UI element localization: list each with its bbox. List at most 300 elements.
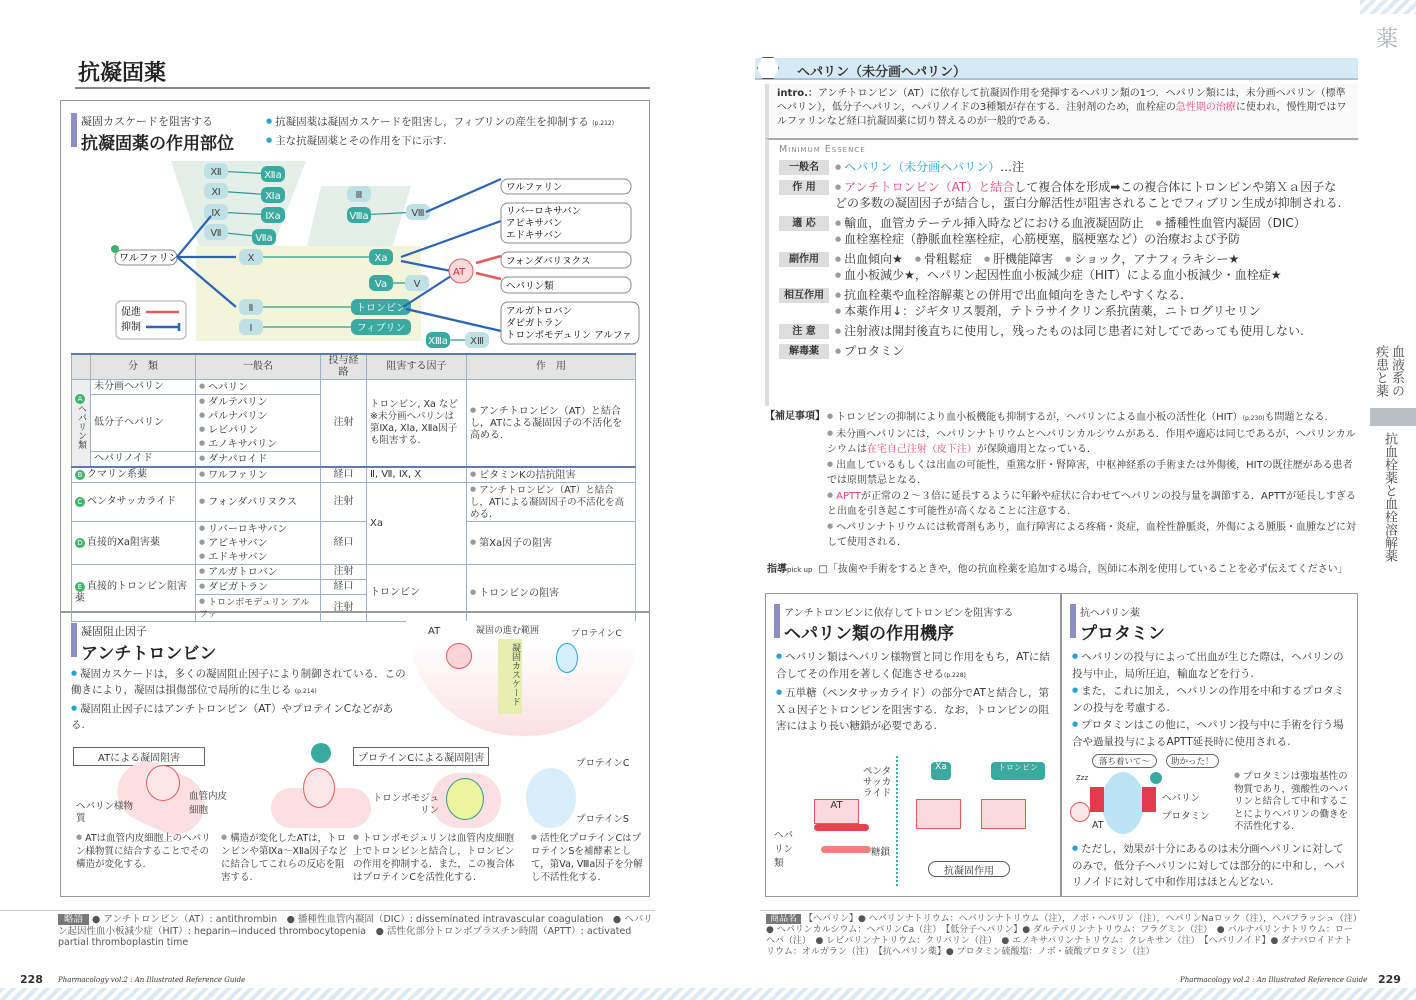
at-xa-complex bbox=[916, 799, 961, 829]
text-right-essence-caution-text: 注射液は開封後直ちに使用し，残ったものは同じ患者に対してであっても使用しない. bbox=[844, 324, 1304, 338]
layout-element bbox=[835, 252, 903, 266]
text-left-table-group_A-route: 注射 bbox=[321, 380, 367, 468]
text-right-guidance-label: 指導 bbox=[767, 564, 787, 575]
text-right-protamine-l_at: AT bbox=[1092, 820, 1104, 831]
text-left-table-group_E-label: 直接的トロンビン阻害薬 bbox=[75, 581, 187, 604]
text-left-table-group_A-rows-1-names-0: ダルテパリン bbox=[208, 397, 268, 408]
layout-element bbox=[1072, 716, 1352, 750]
legend-promote: 促進 bbox=[121, 307, 141, 318]
at-changed-character bbox=[303, 768, 335, 808]
protein-c-character bbox=[526, 768, 576, 828]
text-left-section2-panel_at-label_vessel: 血管内皮細胞 bbox=[189, 791, 228, 816]
section-kicker: 凝固カスケードを阻害する bbox=[81, 115, 213, 128]
text-left-section1-ref1: (p.212) bbox=[592, 120, 615, 127]
layout-element bbox=[984, 252, 1053, 266]
text-right-protamine-title: プロタミン bbox=[1080, 624, 1165, 644]
layout-element bbox=[835, 179, 1348, 211]
factor-label-fibrin: フィブリン bbox=[356, 323, 406, 334]
text-left-table-group_A-rows-1-cat: 低分子ヘパリン bbox=[91, 395, 196, 452]
drug-heparins: ヘパリン類 bbox=[506, 281, 554, 292]
text-right-protamine-b4: ただし，効果が十分にあるのは未分画ヘパリンに対してのみで，低分子ヘパリンに対しては部分的に中和し，ヘパリノイドに対して中和作用はほとんどない. bbox=[1072, 843, 1345, 888]
factor-label-VIII: Ⅷ bbox=[411, 208, 425, 219]
layout-element bbox=[835, 215, 1306, 247]
text-right-essence-adverse-items-2: 肝機能障害 bbox=[993, 252, 1054, 266]
at-thrombin-complex bbox=[981, 799, 1026, 829]
table-row bbox=[72, 565, 636, 580]
text-left-table-headers-3: 阻害する因子 bbox=[367, 354, 467, 380]
abbreviations bbox=[58, 914, 653, 949]
text-right-essence-antidote-text: プロタミン bbox=[844, 344, 905, 358]
layout-element bbox=[774, 604, 1013, 644]
text-right-footer-text: 【ヘパリン】● ヘパリンナトリウム：ヘパリンナトリウム（注），ノボ・ヘパリン（注），ヘパリンNaロック（注），ヘパフラッシュ（注） ● ヘパリンカルシウム：ヘパリンCa（注） 【低分子ヘパリン】● ダルテパリンナトリウム：フラグミン（注） ● パルナパリンナトリウム：ローヘパ（注） ● レビパリンナトリウム：クリバリン（注） ● エノキサパリンナトリウム：クレキサン（注） 【ヘパリノイド】● ダナパロイドナトリウム：オルガラン（注） 【抗ヘパリン薬】● プロタミン硫酸塩：ノボ・硫酸プロタミン（注） bbox=[766, 914, 1367, 957]
layout-element bbox=[199, 395, 317, 409]
title-underline bbox=[75, 87, 650, 89]
xa-factor: Xa bbox=[931, 762, 951, 780]
factor-label-II: Ⅱ bbox=[248, 303, 254, 314]
drug-header bbox=[755, 58, 1358, 80]
layout-element bbox=[196, 522, 321, 565]
factor-label-XIa: Ⅺa bbox=[265, 191, 281, 202]
factor-label-VII: Ⅶ bbox=[210, 228, 222, 239]
factor-label-XI: Ⅺ bbox=[211, 187, 221, 198]
layout-element bbox=[72, 483, 196, 522]
layout-element bbox=[196, 380, 321, 395]
vessel-illustration bbox=[406, 621, 641, 736]
text-left-table-group_A-rows-1-names-3: エノキサパリン bbox=[208, 439, 278, 450]
side-tab-bar bbox=[1370, 408, 1416, 426]
layout-element bbox=[835, 216, 1144, 230]
text-right-essence-adverse-items-3: ショック，アナフィラキシー★ bbox=[1074, 252, 1240, 266]
essence-antidote bbox=[779, 343, 1348, 359]
badge-b-icon bbox=[111, 245, 119, 253]
protamine-section bbox=[1061, 593, 1358, 897]
essence-indication bbox=[779, 215, 1348, 247]
factor-label-IXa: Ⅸa bbox=[265, 211, 281, 222]
text-right-mech-labels-heparins: ヘパリン類 bbox=[774, 830, 794, 869]
promote-arrows bbox=[476, 256, 501, 279]
text-left-table-group_A-rows-1-names-1: パルナパリン bbox=[208, 411, 268, 422]
text-right-essence-action-hl: アンチトロンビン（AT）と結合 bbox=[844, 180, 1015, 194]
at-block: AT bbox=[814, 799, 859, 824]
factor-label-VIIa: Ⅶa bbox=[255, 233, 273, 244]
text-left-table-group_E-action: トロンビンの阻害 bbox=[479, 588, 560, 599]
text-right-mech-labels-chain: 糖鎖 bbox=[871, 847, 891, 858]
layout-element bbox=[266, 113, 641, 149]
text-left-footer-text: ● アンチトロンビン（AT）: antithrombin ● 播種性血管内凝固（DIC）: disseminated intravascular coagulation ● ヘパリン起因性血小板減少症（HIT）: heparin−induced thrombocytopenia ● 活性化部分トロンボプラスチン時間（APTT）: activated partial thromboplastin time bbox=[58, 914, 653, 948]
clotting-factor-ball bbox=[311, 743, 331, 763]
layout-element bbox=[467, 522, 636, 565]
layout-element bbox=[827, 409, 1360, 550]
text-left-table-headers-0: 分 類 bbox=[91, 354, 196, 380]
protamine-character bbox=[1102, 772, 1144, 834]
layout-element bbox=[776, 684, 1056, 735]
layout-element bbox=[827, 519, 1360, 550]
text-left-table-group_D-action: 第Xa因子の阻害 bbox=[479, 538, 553, 549]
book-title: Pharmacology vol.2 : An Illustrated Reference Guide bbox=[1180, 976, 1368, 984]
layout-element bbox=[776, 648, 1056, 735]
text-right-intro-label: intro.： bbox=[777, 88, 818, 99]
text-right-essence-adverse-label: 副作用 bbox=[779, 252, 829, 267]
drug-warfarin: ワルファリン bbox=[506, 182, 563, 193]
text-left-table-group_D-badge: D bbox=[75, 538, 85, 548]
action-site-section bbox=[60, 100, 650, 620]
text-left-section1-bullets-1: 主な抗凝固薬とその作用を下に示す. bbox=[275, 135, 447, 147]
legend bbox=[116, 301, 186, 339]
text-left-section2-panel_pc-cap2: 活性化プロテインCはプロテインSを補酵素として，第Va, Ⅷa因子を分解し不活性化する. bbox=[531, 833, 643, 883]
layout-element bbox=[199, 536, 317, 550]
hexagon-icon bbox=[757, 57, 779, 79]
text-left-table-group_E-badge: E bbox=[75, 582, 85, 592]
layout-element bbox=[199, 550, 317, 564]
layout-element bbox=[221, 831, 351, 884]
text-left-table-group_A-badge: A bbox=[75, 394, 85, 404]
text-right-essence-interaction-items-0: 抗血栓薬や血栓溶解薬との併用で出血傾向をきたしやすくなる. bbox=[844, 288, 1184, 302]
drug-dabigatran: ダビガトラン bbox=[506, 318, 564, 329]
text-right-protamine-l_hep: ヘパリン bbox=[1162, 793, 1201, 804]
factor-label-IX: Ⅸ bbox=[211, 208, 221, 219]
text-left-table-group_C-badge: C bbox=[75, 497, 85, 507]
drug-title: ヘパリン（未分画ヘパリン） bbox=[797, 65, 967, 80]
text-right-guidance-pick: pick up bbox=[787, 566, 813, 574]
text-left-table-group_A-factor_note: ※未分画ヘパリンは第Ⅸa, XⅠa, XⅡa因子も阻害する. bbox=[370, 411, 458, 446]
section-heading bbox=[71, 113, 234, 154]
layout-element bbox=[1156, 216, 1306, 230]
layout-element bbox=[835, 267, 1282, 283]
text-right-mech-kicker: アンチトロンビンに依存してトロンビンを阻害する bbox=[784, 608, 1014, 619]
text-right-mech-labels-penta: ペンタサッカライド bbox=[863, 766, 892, 799]
layout-element bbox=[476, 256, 501, 263]
intro-bullet bbox=[266, 113, 641, 132]
sugar-chain bbox=[821, 846, 871, 853]
layout-element bbox=[71, 665, 406, 733]
at-character bbox=[449, 259, 473, 283]
text-right-supplement-i5: ヘパリンナトリウムには軟膏剤もあり，血行障害による疼痛・炎症，血栓性静脈炎，外傷による腫脹・血腫などに対して使用される. bbox=[827, 522, 1357, 548]
layout-element bbox=[827, 457, 1360, 488]
clotting-factor-ball bbox=[1150, 772, 1162, 784]
speech-bubble: 落ち着いて～ bbox=[1092, 754, 1157, 768]
text-left-table-group_B-factor: Ⅱ, Ⅶ, Ⅸ, Ⅹ bbox=[367, 467, 467, 483]
text-left-diagram-nodes-AT: AT bbox=[453, 267, 466, 278]
layout-element bbox=[81, 623, 216, 664]
text-right-protamine-kicker: 抗ヘパリン薬 bbox=[1080, 608, 1140, 619]
text-right-essence-adverse-items-4: 血小板減少★，ヘパリン起因性血小板減少症（HIT）による血小板減少・血栓症★ bbox=[844, 268, 1282, 282]
text-right-supplement-i4: が正常の２～３倍に延長するように年齢や症状に合わせてヘパリンの投与量を調節する．APTTが延長しすぎると出血を引き起こす可能性が高くなることに注意する. bbox=[827, 491, 1356, 517]
anticoagulation-label: 抗凝固作用 bbox=[928, 861, 1010, 877]
warfarin-left-label: ワルファリン bbox=[119, 253, 179, 264]
text-right-essence-caution-label: 注 意 bbox=[779, 324, 829, 339]
layout-element bbox=[72, 522, 196, 565]
text-right-supplement-i3: 出血しているもしくは出血の可能性，重篤な肝・腎障害，中枢神経系の手術または外傷後，HITの既往歴がある患者では原則禁忌となる. bbox=[827, 460, 1353, 486]
text-right-supplement-i4hl: APTT bbox=[836, 491, 862, 502]
text-left-table-group_C-action: アンチトロンビン（AT）と結合し，ATによる凝固因子の不活化を高める. bbox=[470, 485, 625, 520]
page-number: 229 bbox=[1378, 973, 1401, 986]
layout-element bbox=[784, 604, 1013, 644]
antithrombin-section bbox=[60, 612, 650, 897]
factor-label-VIIIa: Ⅷa bbox=[349, 211, 369, 222]
text-right-essence-generic-name: ヘパリン（未分画ヘパリン） bbox=[844, 160, 1001, 174]
heading-bar bbox=[71, 113, 77, 147]
text-right-protamine-l_pro: プロタミン bbox=[1162, 811, 1210, 822]
essence-generic bbox=[779, 159, 1348, 175]
layout-element bbox=[367, 380, 467, 468]
text-right-protamine-b3: プロタミンはこの他に，ヘパリン投与中に手術を行う場合や過量投与によるAPTT延長時に使用される. bbox=[1072, 719, 1344, 748]
text-right-protamine-zzz: Zzz bbox=[1076, 774, 1089, 782]
table-row bbox=[72, 522, 636, 565]
text-left-section2-illus-range: 凝固の進む範囲 bbox=[476, 626, 540, 636]
text-right-intro-hl: 急性期の治療 bbox=[1175, 102, 1236, 113]
factor-label-I: Ⅰ bbox=[249, 323, 253, 334]
text-left-table-group_A-rows-1-names-2: レビパリン bbox=[208, 425, 259, 436]
text-left-table-group_E-rows-2-route: 注射 bbox=[321, 595, 367, 622]
heading-bar bbox=[71, 623, 77, 657]
text-left-table-group_A-factor: トロンビン, Xa など bbox=[370, 399, 458, 410]
layout-element bbox=[353, 831, 518, 884]
layout-element bbox=[476, 273, 501, 279]
text-right-supplement-i1b: も問題となる. bbox=[1264, 412, 1328, 423]
text-right-supplement-label: 【補足事項】 bbox=[765, 411, 825, 422]
intrinsic-bg bbox=[171, 161, 306, 251]
text-left-table-group_B-route: 経口 bbox=[321, 467, 367, 483]
guidance-pickup bbox=[767, 563, 1357, 577]
text-right-essence-interaction-items-1: 本薬作用↓：ジギタリス製剤，テトラサイクリン系抗菌薬，ニトログリセリン bbox=[844, 304, 1261, 318]
page-title: 抗凝固薬 bbox=[78, 61, 167, 86]
text-right-mech-b2: 五単糖（ペンタサッカライド）の部分でATと結合し，第Ｘａ因子とトロンビンを阻害する．なお，トロンビンの阻害にはより長い糖鎖が必要である. bbox=[776, 687, 1049, 732]
layout-element bbox=[827, 426, 1360, 457]
text-left-section2-illus-pc: プロテインC bbox=[571, 629, 622, 639]
drug-rivaroxaban: リバーロキサバン bbox=[506, 206, 582, 217]
pentasaccharide bbox=[814, 824, 869, 831]
text-left-table-group_E-rows-1-name: ダビガトラン bbox=[208, 582, 269, 593]
text-left-table-group_B-action: ビタミンKの拮抗阻害 bbox=[479, 470, 576, 481]
text-right-essence-indication-items-2: 血栓塞栓症（静脈血栓塞栓症，心筋梗塞，脳梗塞など）の治療および予防 bbox=[844, 232, 1241, 246]
layout-element bbox=[76, 831, 216, 871]
heparin-block bbox=[1090, 787, 1104, 812]
layout-element bbox=[1070, 604, 1165, 644]
minimum-essence bbox=[765, 138, 1358, 406]
essence-action bbox=[779, 179, 1348, 211]
legend-inhibit: 抑制 bbox=[121, 322, 141, 333]
factor-label-V: Ⅴ bbox=[413, 279, 421, 290]
factor-label-XIIIa: XⅢa bbox=[428, 336, 448, 347]
text-left-table-headers-2: 投与経路 bbox=[321, 354, 367, 380]
text-left-section2-panel_at-cap1: ATは血管内皮細胞上のヘパリン様物質に結合することでその構造が変化する. bbox=[76, 833, 211, 870]
text-right-protamine-b1: ヘパリンの投与によって出血が生じた際は，ヘパリンの投与中止，局所圧迫，輸血などを行う. bbox=[1072, 651, 1344, 680]
essence-caution bbox=[779, 323, 1348, 339]
thrombin-factor: トロンビン bbox=[991, 762, 1045, 780]
text-left-table-group_B-badge: B bbox=[75, 470, 85, 480]
side-tab-label: 薬 bbox=[1376, 27, 1399, 52]
layout-element bbox=[196, 467, 321, 483]
text-right-mech-b1ref: (p.228) bbox=[944, 671, 966, 679]
table-row bbox=[72, 483, 636, 522]
factor-label-thrombin: トロンビン bbox=[356, 303, 406, 314]
text-left-table-group_A-rows-2-cat: ヘパリノイド bbox=[91, 452, 196, 468]
heparin-block bbox=[1142, 787, 1156, 812]
text-right-essence-adverse-items-1: 骨粗鬆症 bbox=[924, 252, 973, 266]
section-title: アンチトロンビン bbox=[81, 644, 217, 664]
text-right-mech-b1: ヘパリン類はヘパリン様物質と同じ作用をもち，ATに結合してその作用を著しく促進させる bbox=[776, 651, 1050, 680]
layout-element bbox=[827, 488, 1360, 519]
text-left-section2-ref: (p.214) bbox=[294, 688, 317, 695]
text-left-section2-panel_pc-cap1: トロンボモジュリンは血管内皮細胞上でトロンビンと結合し，トロンビンの作用を抑制する．また，この複合体はプロテインCを活性化する. bbox=[353, 833, 515, 883]
text-left-table-group_E-factor: トロンビン bbox=[367, 565, 467, 622]
layout-element bbox=[196, 452, 321, 468]
text-left-table-group_A-rows-0-names-0: ヘパリン bbox=[208, 382, 249, 393]
layout-element bbox=[835, 343, 904, 359]
layout-element bbox=[71, 623, 216, 664]
layout-element bbox=[72, 354, 91, 380]
layout-element bbox=[531, 831, 643, 884]
text-right-essence-generic-label: 一般名 bbox=[779, 160, 829, 175]
panel-pc-title: プロテインCによる凝固阻害 bbox=[353, 747, 489, 766]
panel-at-title: ATによる凝固阻害 bbox=[73, 747, 205, 766]
text-left-table-headers-1: 一般名 bbox=[196, 354, 321, 380]
layout-element bbox=[835, 287, 1261, 303]
layout-element bbox=[915, 252, 972, 266]
layout-element bbox=[774, 604, 780, 638]
text-left-footer-badge: 略語 bbox=[58, 914, 89, 925]
text-right-essence-interaction-label: 相互作用 bbox=[779, 288, 829, 303]
layout-element bbox=[467, 483, 636, 522]
layout-element bbox=[1234, 769, 1356, 834]
section-kicker: 凝固阻止因子 bbox=[81, 625, 147, 638]
intro-bullet bbox=[266, 132, 641, 149]
table-row bbox=[72, 380, 636, 395]
text-left-section2-illus-at: AT bbox=[428, 626, 441, 637]
text-right-essence-antidote-label: 解毒薬 bbox=[779, 344, 829, 359]
text-right-protamine-b2: また，これに加え，ヘパリンの作用を中和するプロタミンの投与を考慮する. bbox=[1072, 685, 1345, 714]
layout-element bbox=[426, 179, 501, 212]
text-left-table-group_E-rows-2-name: トロンボモデュリン アルファ bbox=[199, 598, 310, 620]
speech-bubble: 助かった！ bbox=[1166, 754, 1219, 768]
text-left-table-group_E-rows-0-name: アルガトロバン bbox=[208, 567, 278, 578]
chapter-label: 血液系の疾患と薬 bbox=[1373, 345, 1404, 397]
layout-element bbox=[196, 395, 321, 452]
layout-element bbox=[72, 354, 636, 380]
text-left-section2-bullets-0: 凝固カスケードは，多くの凝固阻止因子により制御されている．この働きにより，凝固は損傷部位で局所的に生じる bbox=[71, 668, 406, 696]
layout-element bbox=[835, 323, 1304, 339]
layout-element bbox=[199, 423, 317, 437]
layout-element bbox=[71, 665, 406, 700]
divider-dotted bbox=[896, 756, 898, 886]
at-character bbox=[146, 765, 180, 801]
text-left-table-group_D-label: 直接的Xa阻害薬 bbox=[87, 537, 160, 548]
text-right-essence_title: Minimum Essence bbox=[779, 144, 866, 155]
text-right-essence-adverse-items-0: 出血傾向★ bbox=[844, 252, 903, 266]
anticoagulant-table bbox=[71, 353, 636, 622]
text-left-table-group_C-names-0: フォンダパリヌクス bbox=[208, 497, 298, 508]
text-left-table-headers-4: 作 用 bbox=[467, 354, 636, 380]
layout-element bbox=[199, 409, 317, 423]
at-character bbox=[446, 643, 472, 669]
layout-element bbox=[1072, 648, 1352, 750]
layout-element bbox=[467, 467, 636, 483]
factor-label-XIII: XⅢ bbox=[470, 336, 484, 347]
section-title: 抗凝固薬の作用部位 bbox=[81, 134, 234, 154]
corner-hatch bbox=[1360, 0, 1416, 14]
factor-label-Va: Va bbox=[374, 279, 388, 290]
cascade-arrow: 凝固カスケード bbox=[498, 639, 522, 714]
text-right-supplement-i2b: が保険適用となっている. bbox=[976, 444, 1091, 455]
layout-element bbox=[71, 353, 636, 622]
text-left-table-group_E-rows-1-route: 経口 bbox=[321, 580, 367, 595]
thrombomodulin-character bbox=[446, 778, 484, 820]
layout-element bbox=[1072, 648, 1352, 682]
drug-thrombomodulin: トロンボモデュリン アルファ bbox=[506, 330, 632, 341]
text-left-table-group_B-label: クマリン系薬 bbox=[87, 469, 147, 480]
factor-label-Xa: Xa bbox=[374, 253, 388, 264]
text-left-section2-panel_pc-label_tm: トロンボモジュリン bbox=[372, 793, 439, 816]
layout-element bbox=[72, 354, 636, 622]
text-right-essence-action-label: 作 用 bbox=[779, 180, 829, 195]
essence-interaction bbox=[779, 287, 1348, 319]
text-right-supplement-i2a: 未分画ヘパリンには，ヘパリンナトリウムとヘパリンカルシウムがある．作用や適応は同じであるが，ヘパリンカルシウムは bbox=[827, 429, 1356, 455]
text-right-essence-generic-suffix: …注 bbox=[1000, 160, 1025, 174]
text-right-supplement-i2hl: 在宅自己注射（皮下注） bbox=[866, 444, 977, 455]
text-left-table-group_C-label: ペンタサッカライド bbox=[87, 496, 177, 507]
text-right-mech-title: ヘパリン類の作用機序 bbox=[784, 624, 954, 644]
divider bbox=[760, 910, 1360, 911]
divider bbox=[0, 910, 655, 911]
layout-element bbox=[196, 580, 321, 595]
text-left-section2-bullets-1: 凝固阻止因子にはアンチトロンビン（AT）やプロテインCなどがある. bbox=[71, 703, 394, 731]
drug-fondaparinux: フォンダパリヌクス bbox=[506, 256, 591, 267]
text-left-table-group_A-action: アンチトロンビン（AT）と結合し，ATによる凝固因子の不活化を高める. bbox=[470, 406, 623, 441]
layout-element bbox=[1070, 604, 1076, 638]
factor-label-X: Ⅹ bbox=[247, 253, 255, 264]
layout-element bbox=[71, 700, 406, 733]
protein-c-character bbox=[556, 643, 578, 673]
book-title: Pharmacology vol.2 : An Illustrated Reference Guide bbox=[58, 976, 246, 984]
text-right-essence-indication-label: 適 応 bbox=[779, 216, 829, 231]
layout-element bbox=[467, 380, 636, 468]
text-left-table-group_A-label: ヘパリン類 bbox=[76, 404, 86, 449]
layout-element bbox=[1080, 604, 1165, 644]
text-right-supplement-i1ref: (p.230) bbox=[1242, 415, 1265, 422]
text-right-essence-indication-items-1: 播種性血管内凝固（DIC） bbox=[1164, 216, 1306, 230]
layout-element bbox=[72, 380, 91, 468]
text-left-section2-panel_at-label_heparin: ヘパリン様物質 bbox=[76, 801, 134, 824]
text-right-intro-t1: アンチトロンビン（AT）に依存して抗凝固作用を発揮するヘパリン類の1つ．ヘパリン類には，未分画ヘパリン（標準ヘパリン），低分子ヘパリン，ヘパリノイドの3種類が存在する．注射剤のため，血栓症の bbox=[777, 88, 1346, 113]
layout-element bbox=[196, 565, 321, 580]
layout-element bbox=[827, 409, 1360, 426]
text-right-intro-t2: に使われ，慢性期ではワルファリンなど経口抗凝固薬に切り替えるのが一般的である. bbox=[777, 102, 1347, 127]
drug-apixaban: アピキサバン bbox=[506, 218, 563, 229]
layout-element bbox=[401, 221, 501, 257]
page-number: 228 bbox=[20, 973, 43, 986]
layout-element bbox=[1072, 682, 1352, 716]
at-sleeping-character bbox=[1070, 802, 1090, 822]
layout-element bbox=[81, 113, 234, 154]
bottom-hatch bbox=[0, 988, 1416, 1000]
layout-element bbox=[199, 522, 317, 536]
layout-element bbox=[835, 159, 1024, 175]
intro bbox=[765, 84, 1358, 138]
text-left-table-group_A-rows-0-cat: 未分画ヘパリン bbox=[91, 380, 196, 395]
heparin-mechanism-section bbox=[765, 593, 1061, 897]
text-left-table-group_D-names-1: アピキサバン bbox=[208, 538, 268, 549]
text-left-table-group_B-names-0: ワルファリン bbox=[208, 470, 268, 481]
text-right-essence-action-text: して複合体を形成➡この複合体にトロンビンや第Ｘａ因子などの多数の凝固因子が結合し，蛋白分解活性が阻害されることでフィブリン生成が抑制される. bbox=[835, 180, 1342, 210]
coagulation-cascade-diagram bbox=[101, 161, 641, 351]
drug-edoxaban: エドキサバン bbox=[506, 230, 563, 241]
text-right-guidance-text: □「抜歯や手術をするときや，他の抗血栓薬を追加する場合，医師に本剤を使用していることを必ず伝えてください」 bbox=[818, 564, 1348, 575]
section-label: 抗血栓薬と血栓溶解薬 bbox=[1382, 432, 1397, 562]
text-right-footer-badge: 商品名 bbox=[766, 914, 801, 924]
layout-element bbox=[199, 437, 317, 451]
text-left-table-group_D-route: 経口 bbox=[321, 522, 367, 565]
text-right-supplement-i1: トロンビンの抑制により血小板機能も抑制するが，ヘパリンによる血小板の活性化（HIT） bbox=[836, 412, 1243, 423]
